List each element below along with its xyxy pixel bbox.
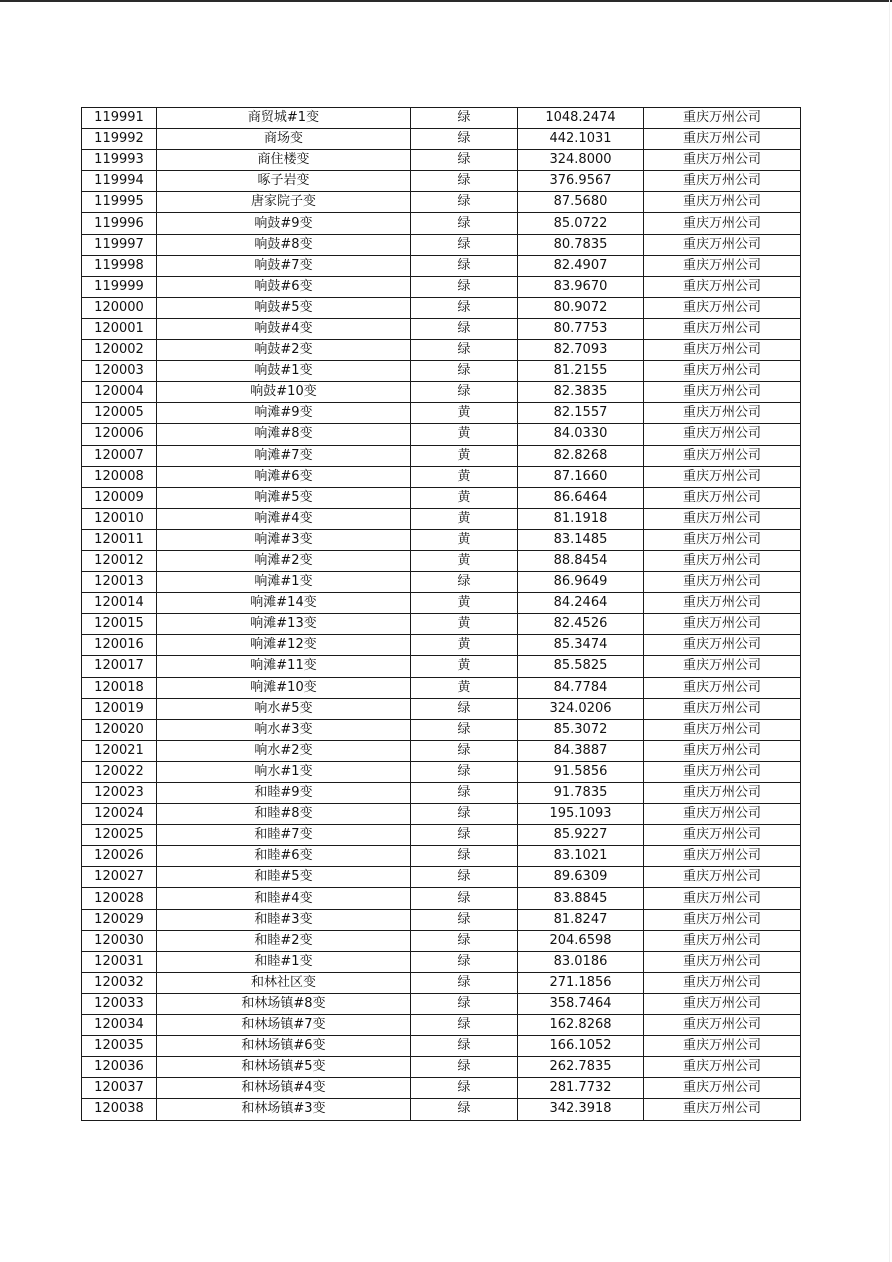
company-cell: 重庆万州公司 — [644, 740, 801, 761]
row-id-cell: 120020 — [82, 719, 157, 740]
transformer-name-cell: 响滩#6变 — [157, 466, 411, 487]
row-id-cell: 119995 — [82, 192, 157, 213]
value-cell: 162.8268 — [518, 1015, 644, 1036]
company-cell: 重庆万州公司 — [644, 951, 801, 972]
company-cell: 重庆万州公司 — [644, 1036, 801, 1057]
row-id-cell: 119996 — [82, 213, 157, 234]
value-cell: 204.6598 — [518, 930, 644, 951]
value-cell: 85.9227 — [518, 825, 644, 846]
value-cell: 442.1031 — [518, 129, 644, 150]
table-row — [82, 1057, 801, 1078]
status-cell: 绿 — [411, 297, 518, 318]
table-row — [82, 234, 801, 255]
value-cell: 88.8454 — [518, 550, 644, 571]
table-row — [82, 424, 801, 445]
row-id-cell: 120014 — [82, 593, 157, 614]
company-cell: 重庆万州公司 — [644, 867, 801, 888]
company-cell: 重庆万州公司 — [644, 846, 801, 867]
company-cell: 重庆万州公司 — [644, 340, 801, 361]
value-cell: 89.6309 — [518, 867, 644, 888]
company-cell: 重庆万州公司 — [644, 656, 801, 677]
status-cell: 黄 — [411, 635, 518, 656]
status-cell: 绿 — [411, 825, 518, 846]
value-cell: 82.8268 — [518, 445, 644, 466]
table-row — [82, 445, 801, 466]
transformer-name-cell: 响滩#11变 — [157, 656, 411, 677]
row-id-cell: 120018 — [82, 677, 157, 698]
transformer-name-cell: 和睦#4变 — [157, 888, 411, 909]
row-id-cell: 120004 — [82, 382, 157, 403]
company-cell: 重庆万州公司 — [644, 804, 801, 825]
transformer-name-cell: 响滩#7变 — [157, 445, 411, 466]
status-cell: 绿 — [411, 1099, 518, 1120]
transformer-name-cell: 和林场镇#8变 — [157, 993, 411, 1014]
table-row — [82, 466, 801, 487]
table-row — [82, 1099, 801, 1120]
row-id-cell: 120033 — [82, 993, 157, 1014]
status-cell: 绿 — [411, 909, 518, 930]
status-cell: 绿 — [411, 867, 518, 888]
value-cell: 358.7464 — [518, 993, 644, 1014]
row-id-cell: 120017 — [82, 656, 157, 677]
company-cell: 重庆万州公司 — [644, 719, 801, 740]
status-cell: 绿 — [411, 361, 518, 382]
company-cell: 重庆万州公司 — [644, 403, 801, 424]
row-id-cell: 120001 — [82, 318, 157, 339]
table-row — [82, 192, 801, 213]
row-id-cell: 120012 — [82, 550, 157, 571]
row-id-cell: 120038 — [82, 1099, 157, 1120]
company-cell: 重庆万州公司 — [644, 445, 801, 466]
transformer-name-cell: 响鼓#4变 — [157, 318, 411, 339]
value-cell: 91.5856 — [518, 761, 644, 782]
company-cell: 重庆万州公司 — [644, 550, 801, 571]
company-cell: 重庆万州公司 — [644, 930, 801, 951]
value-cell: 81.2155 — [518, 361, 644, 382]
status-cell: 黄 — [411, 424, 518, 445]
company-cell: 重庆万州公司 — [644, 508, 801, 529]
company-cell: 重庆万州公司 — [644, 129, 801, 150]
company-cell: 重庆万州公司 — [644, 635, 801, 656]
transformer-name-cell: 响滩#1变 — [157, 572, 411, 593]
table-row — [82, 318, 801, 339]
row-id-cell: 120002 — [82, 340, 157, 361]
transformer-name-cell: 响鼓#9变 — [157, 213, 411, 234]
table-row — [82, 972, 801, 993]
value-cell: 80.7835 — [518, 234, 644, 255]
table-row — [82, 340, 801, 361]
company-cell: 重庆万州公司 — [644, 572, 801, 593]
company-cell: 重庆万州公司 — [644, 213, 801, 234]
company-cell: 重庆万州公司 — [644, 297, 801, 318]
status-cell: 黄 — [411, 656, 518, 677]
company-cell: 重庆万州公司 — [644, 825, 801, 846]
value-cell: 83.8845 — [518, 888, 644, 909]
table-row — [82, 487, 801, 508]
value-cell: 81.1918 — [518, 508, 644, 529]
transformer-name-cell: 和睦#7变 — [157, 825, 411, 846]
row-id-cell: 120021 — [82, 740, 157, 761]
transformer-name-cell: 商贸城#1变 — [157, 108, 411, 129]
table-row — [82, 719, 801, 740]
table-row — [82, 550, 801, 571]
transformer-name-cell: 和林场镇#3变 — [157, 1099, 411, 1120]
transformer-name-cell: 和睦#5变 — [157, 867, 411, 888]
value-cell: 82.3835 — [518, 382, 644, 403]
value-cell: 83.1021 — [518, 846, 644, 867]
company-cell: 重庆万州公司 — [644, 276, 801, 297]
value-cell: 85.0722 — [518, 213, 644, 234]
value-cell: 83.9670 — [518, 276, 644, 297]
status-cell: 绿 — [411, 1078, 518, 1099]
status-cell: 绿 — [411, 276, 518, 297]
value-cell: 83.1485 — [518, 529, 644, 550]
status-cell: 绿 — [411, 340, 518, 361]
transformer-name-cell: 响鼓#7变 — [157, 255, 411, 276]
status-cell: 黄 — [411, 508, 518, 529]
value-cell: 85.3072 — [518, 719, 644, 740]
page-top-rule — [0, 0, 892, 2]
company-cell: 重庆万州公司 — [644, 255, 801, 276]
company-cell: 重庆万州公司 — [644, 888, 801, 909]
company-cell: 重庆万州公司 — [644, 1057, 801, 1078]
company-cell: 重庆万州公司 — [644, 150, 801, 171]
transformer-name-cell: 和林场镇#5变 — [157, 1057, 411, 1078]
status-cell: 绿 — [411, 951, 518, 972]
table-row — [82, 909, 801, 930]
table-row — [82, 804, 801, 825]
transformer-name-cell: 响滩#12变 — [157, 635, 411, 656]
transformer-name-cell: 响鼓#1变 — [157, 361, 411, 382]
row-id-cell: 120026 — [82, 846, 157, 867]
value-cell: 281.7732 — [518, 1078, 644, 1099]
status-cell: 绿 — [411, 993, 518, 1014]
table-row — [82, 403, 801, 424]
transformer-name-cell: 和睦#3变 — [157, 909, 411, 930]
row-id-cell: 120005 — [82, 403, 157, 424]
transformer-name-cell: 响滩#9变 — [157, 403, 411, 424]
status-cell: 绿 — [411, 129, 518, 150]
status-cell: 黄 — [411, 550, 518, 571]
company-cell: 重庆万州公司 — [644, 593, 801, 614]
table-row — [82, 783, 801, 804]
value-cell: 166.1052 — [518, 1036, 644, 1057]
transformer-name-cell: 响滩#8变 — [157, 424, 411, 445]
table-row — [82, 572, 801, 593]
row-id-cell: 120030 — [82, 930, 157, 951]
transformer-name-cell: 和睦#9变 — [157, 783, 411, 804]
status-cell: 绿 — [411, 719, 518, 740]
row-id-cell: 119993 — [82, 150, 157, 171]
transformer-name-cell: 和睦#1变 — [157, 951, 411, 972]
transformer-name-cell: 响滩#13变 — [157, 614, 411, 635]
company-cell: 重庆万州公司 — [644, 1078, 801, 1099]
transformer-table — [81, 107, 801, 1121]
value-cell: 84.7784 — [518, 677, 644, 698]
transformer-name-cell: 和睦#8变 — [157, 804, 411, 825]
transformer-name-cell: 响鼓#10变 — [157, 382, 411, 403]
transformer-name-cell: 商场变 — [157, 129, 411, 150]
table-row — [82, 993, 801, 1014]
company-cell: 重庆万州公司 — [644, 761, 801, 782]
value-cell: 81.8247 — [518, 909, 644, 930]
transformer-name-cell: 响鼓#5变 — [157, 297, 411, 318]
row-id-cell: 120027 — [82, 867, 157, 888]
status-cell: 黄 — [411, 677, 518, 698]
table-row — [82, 1015, 801, 1036]
transformer-name-cell: 响鼓#2变 — [157, 340, 411, 361]
company-cell: 重庆万州公司 — [644, 171, 801, 192]
row-id-cell: 120007 — [82, 445, 157, 466]
transformer-name-cell: 和睦#6变 — [157, 846, 411, 867]
value-cell: 82.1557 — [518, 403, 644, 424]
company-cell: 重庆万州公司 — [644, 424, 801, 445]
value-cell: 271.1856 — [518, 972, 644, 993]
transformer-name-cell: 响水#3变 — [157, 719, 411, 740]
value-cell: 86.6464 — [518, 487, 644, 508]
table-row — [82, 656, 801, 677]
value-cell: 84.2464 — [518, 593, 644, 614]
table-row — [82, 825, 801, 846]
table-row — [82, 1036, 801, 1057]
company-cell: 重庆万州公司 — [644, 677, 801, 698]
row-id-cell: 120000 — [82, 297, 157, 318]
table-row — [82, 740, 801, 761]
table-row — [82, 129, 801, 150]
row-id-cell: 120022 — [82, 761, 157, 782]
transformer-name-cell: 响滩#10变 — [157, 677, 411, 698]
status-cell: 绿 — [411, 783, 518, 804]
row-id-cell: 120006 — [82, 424, 157, 445]
row-id-cell: 120008 — [82, 466, 157, 487]
transformer-name-cell: 啄子岩变 — [157, 171, 411, 192]
row-id-cell: 120028 — [82, 888, 157, 909]
status-cell: 黄 — [411, 403, 518, 424]
status-cell: 黄 — [411, 529, 518, 550]
status-cell: 黄 — [411, 593, 518, 614]
company-cell: 重庆万州公司 — [644, 614, 801, 635]
table-row — [82, 276, 801, 297]
row-id-cell: 120032 — [82, 972, 157, 993]
transformer-name-cell: 响滩#3变 — [157, 529, 411, 550]
value-cell: 87.5680 — [518, 192, 644, 213]
transformer-name-cell: 商住楼变 — [157, 150, 411, 171]
transformer-name-cell: 响滩#14变 — [157, 593, 411, 614]
value-cell: 84.3887 — [518, 740, 644, 761]
table-row — [82, 382, 801, 403]
status-cell: 黄 — [411, 487, 518, 508]
company-cell: 重庆万州公司 — [644, 382, 801, 403]
transformer-name-cell: 响水#2变 — [157, 740, 411, 761]
status-cell: 绿 — [411, 192, 518, 213]
table-row — [82, 361, 801, 382]
status-cell: 绿 — [411, 930, 518, 951]
table-row — [82, 508, 801, 529]
value-cell: 80.7753 — [518, 318, 644, 339]
table-row — [82, 150, 801, 171]
table-row — [82, 930, 801, 951]
table-row — [82, 614, 801, 635]
table-row — [82, 698, 801, 719]
value-cell: 262.7835 — [518, 1057, 644, 1078]
value-cell: 324.8000 — [518, 150, 644, 171]
status-cell: 绿 — [411, 1036, 518, 1057]
status-cell: 绿 — [411, 740, 518, 761]
table-row — [82, 867, 801, 888]
table-body — [82, 108, 801, 1121]
value-cell: 195.1093 — [518, 804, 644, 825]
row-id-cell: 119991 — [82, 108, 157, 129]
table-row — [82, 951, 801, 972]
row-id-cell: 120023 — [82, 783, 157, 804]
status-cell: 绿 — [411, 213, 518, 234]
table-row — [82, 108, 801, 129]
table-row — [82, 635, 801, 656]
transformer-name-cell: 和睦#2变 — [157, 930, 411, 951]
company-cell: 重庆万州公司 — [644, 108, 801, 129]
status-cell: 黄 — [411, 466, 518, 487]
table-row — [82, 593, 801, 614]
company-cell: 重庆万州公司 — [644, 487, 801, 508]
company-cell: 重庆万州公司 — [644, 993, 801, 1014]
value-cell: 85.3474 — [518, 635, 644, 656]
company-cell: 重庆万州公司 — [644, 972, 801, 993]
transformer-name-cell: 响水#5变 — [157, 698, 411, 719]
row-id-cell: 119994 — [82, 171, 157, 192]
value-cell: 376.9567 — [518, 171, 644, 192]
table-row — [82, 1078, 801, 1099]
transformer-name-cell: 响鼓#6变 — [157, 276, 411, 297]
status-cell: 绿 — [411, 255, 518, 276]
value-cell: 82.7093 — [518, 340, 644, 361]
table-row — [82, 761, 801, 782]
table-row — [82, 213, 801, 234]
status-cell: 绿 — [411, 234, 518, 255]
table-row — [82, 677, 801, 698]
transformer-name-cell: 和林场镇#7变 — [157, 1015, 411, 1036]
status-cell: 绿 — [411, 1057, 518, 1078]
row-id-cell: 120034 — [82, 1015, 157, 1036]
row-id-cell: 120025 — [82, 825, 157, 846]
row-id-cell: 120029 — [82, 909, 157, 930]
status-cell: 绿 — [411, 150, 518, 171]
status-cell: 绿 — [411, 972, 518, 993]
status-cell: 绿 — [411, 804, 518, 825]
row-id-cell: 120024 — [82, 804, 157, 825]
page-right-edge — [889, 0, 890, 1262]
status-cell: 绿 — [411, 846, 518, 867]
transformer-name-cell: 和林场镇#4变 — [157, 1078, 411, 1099]
row-id-cell: 120016 — [82, 635, 157, 656]
value-cell: 1048.2474 — [518, 108, 644, 129]
row-id-cell: 119992 — [82, 129, 157, 150]
status-cell: 绿 — [411, 318, 518, 339]
value-cell: 84.0330 — [518, 424, 644, 445]
value-cell: 342.3918 — [518, 1099, 644, 1120]
row-id-cell: 120013 — [82, 572, 157, 593]
row-id-cell: 120010 — [82, 508, 157, 529]
transformer-name-cell: 响水#1变 — [157, 761, 411, 782]
status-cell: 绿 — [411, 761, 518, 782]
transformer-name-cell: 和林社区变 — [157, 972, 411, 993]
row-id-cell: 120035 — [82, 1036, 157, 1057]
table-row — [82, 255, 801, 276]
value-cell: 82.4526 — [518, 614, 644, 635]
value-cell: 87.1660 — [518, 466, 644, 487]
row-id-cell: 120009 — [82, 487, 157, 508]
company-cell: 重庆万州公司 — [644, 466, 801, 487]
company-cell: 重庆万州公司 — [644, 783, 801, 804]
value-cell: 324.0206 — [518, 698, 644, 719]
table-row — [82, 297, 801, 318]
value-cell: 91.7835 — [518, 783, 644, 804]
status-cell: 绿 — [411, 1015, 518, 1036]
table-row — [82, 888, 801, 909]
company-cell: 重庆万州公司 — [644, 529, 801, 550]
table-row — [82, 171, 801, 192]
transformer-name-cell: 和林场镇#6变 — [157, 1036, 411, 1057]
row-id-cell: 120031 — [82, 951, 157, 972]
company-cell: 重庆万州公司 — [644, 698, 801, 719]
status-cell: 绿 — [411, 698, 518, 719]
company-cell: 重庆万州公司 — [644, 192, 801, 213]
value-cell: 86.9649 — [518, 572, 644, 593]
company-cell: 重庆万州公司 — [644, 234, 801, 255]
transformer-name-cell: 响滩#4变 — [157, 508, 411, 529]
value-cell: 82.4907 — [518, 255, 644, 276]
row-id-cell: 120019 — [82, 698, 157, 719]
row-id-cell: 119999 — [82, 276, 157, 297]
company-cell: 重庆万州公司 — [644, 1015, 801, 1036]
row-id-cell: 120036 — [82, 1057, 157, 1078]
company-cell: 重庆万州公司 — [644, 1099, 801, 1120]
status-cell: 黄 — [411, 614, 518, 635]
value-cell: 80.9072 — [518, 297, 644, 318]
row-id-cell: 120015 — [82, 614, 157, 635]
transformer-name-cell: 唐家院子变 — [157, 192, 411, 213]
status-cell: 绿 — [411, 888, 518, 909]
transformer-name-cell: 响滩#2变 — [157, 550, 411, 571]
status-cell: 绿 — [411, 108, 518, 129]
status-cell: 黄 — [411, 445, 518, 466]
value-cell: 85.5825 — [518, 656, 644, 677]
transformer-name-cell: 响滩#5变 — [157, 487, 411, 508]
row-id-cell: 120003 — [82, 361, 157, 382]
table-row — [82, 529, 801, 550]
value-cell: 83.0186 — [518, 951, 644, 972]
status-cell: 绿 — [411, 572, 518, 593]
status-cell: 绿 — [411, 171, 518, 192]
table-row — [82, 846, 801, 867]
company-cell: 重庆万州公司 — [644, 909, 801, 930]
company-cell: 重庆万州公司 — [644, 361, 801, 382]
status-cell: 绿 — [411, 382, 518, 403]
row-id-cell: 119997 — [82, 234, 157, 255]
row-id-cell: 120011 — [82, 529, 157, 550]
company-cell: 重庆万州公司 — [644, 318, 801, 339]
row-id-cell: 119998 — [82, 255, 157, 276]
transformer-name-cell: 响鼓#8变 — [157, 234, 411, 255]
row-id-cell: 120037 — [82, 1078, 157, 1099]
